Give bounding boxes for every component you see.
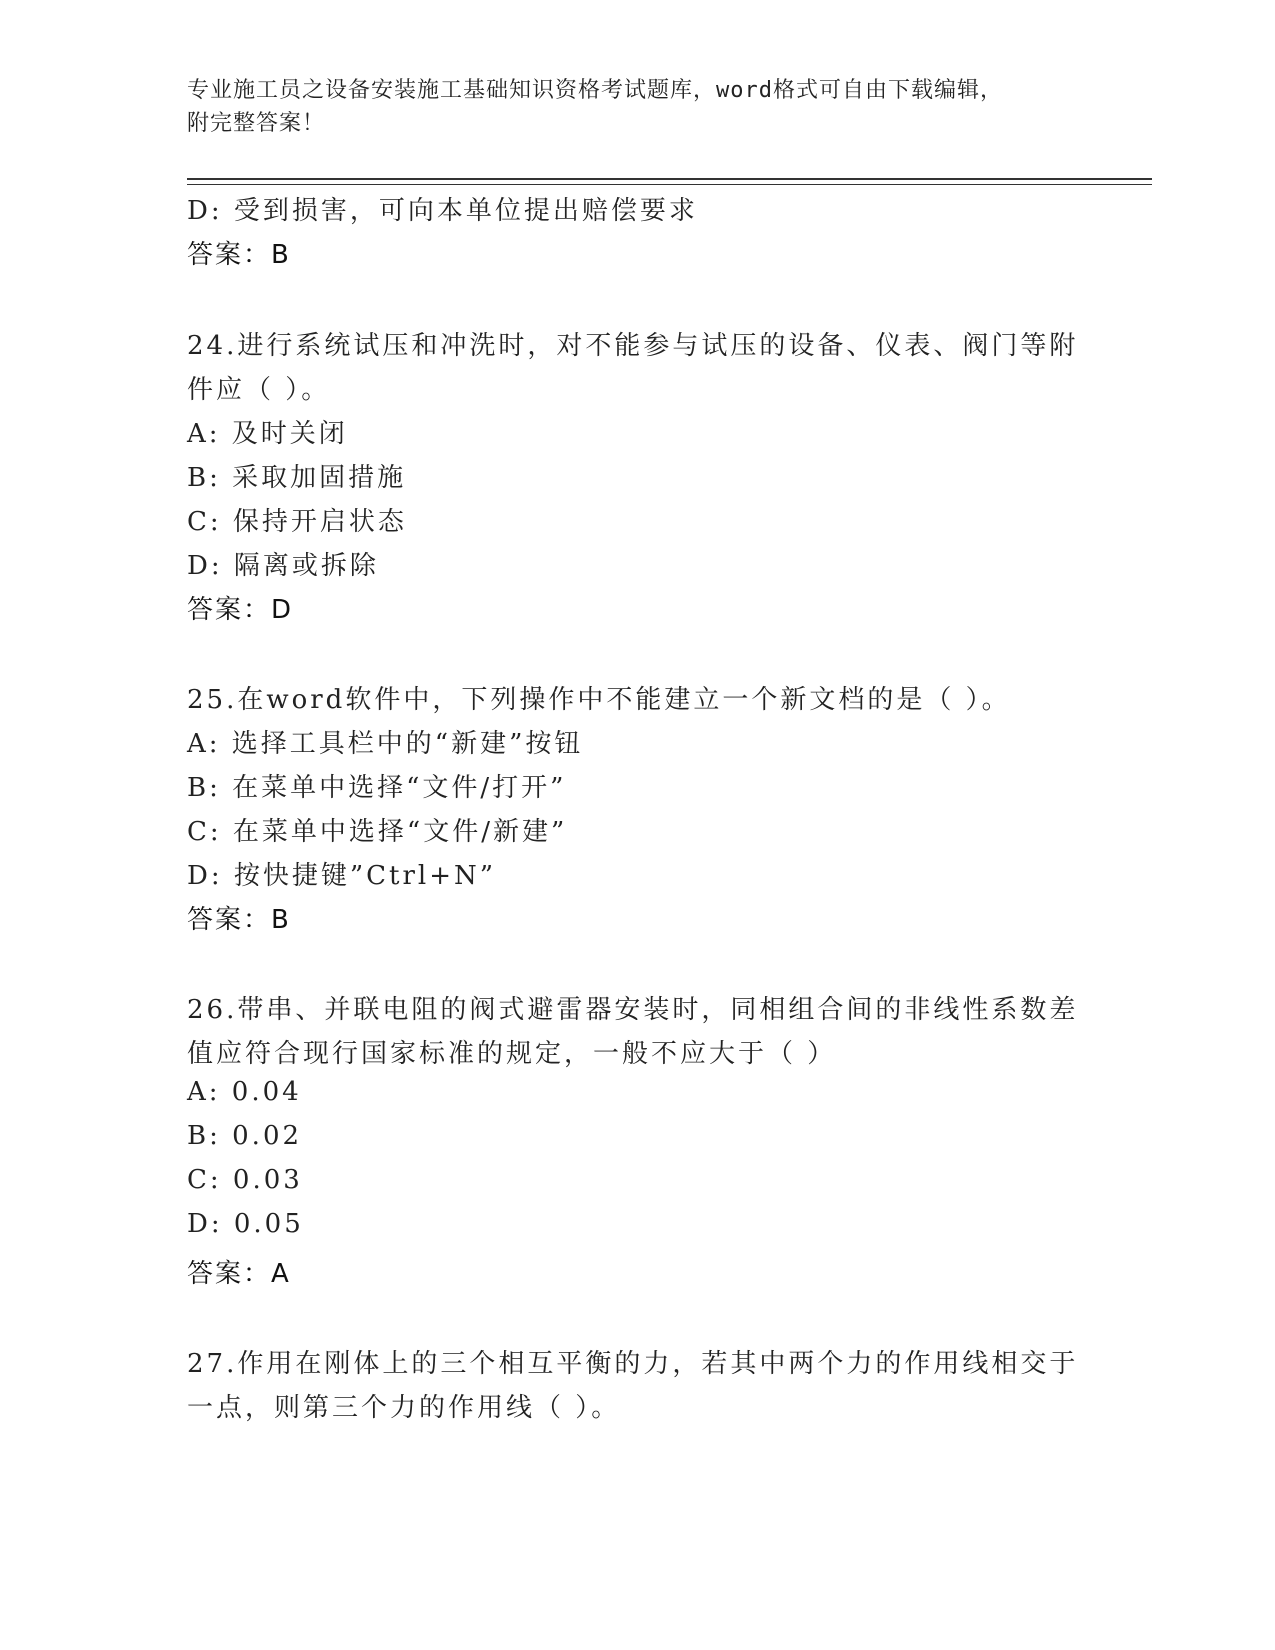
q26-option-d: D: 0.05 [187, 1209, 304, 1239]
header-rule-thin [187, 184, 1152, 185]
q25-option-c: C: 在菜单中选择“文件/新建” [187, 817, 568, 847]
q26-answer: 答案：A [187, 1259, 291, 1289]
q26-option-b: B: 0.02 [187, 1121, 303, 1151]
q26-option-c: C: 0.03 [187, 1165, 303, 1195]
header-rule-thick [187, 178, 1152, 180]
q27-stem-line-1: 27.作用在刚体上的三个相互平衡的力，若其中两个力的作用线相交于 [187, 1349, 1079, 1379]
q24-answer: 答案：D [187, 595, 294, 625]
q24-option-b: B: 采取加固措施 [187, 463, 407, 493]
header-line-2: 附完整答案！ [187, 111, 326, 136]
q24-option-a: A: 及时关闭 [187, 419, 348, 449]
q26-option-a: A: 0.04 [187, 1077, 302, 1107]
document-header [187, 74, 1067, 140]
q27-stem-line-2: 一点，则第三个力的作用线（ ）。 [187, 1393, 621, 1423]
q25-stem-line-1: 25.在word软件中，下列操作中不能建立一个新文档的是（ ）。 [187, 685, 1011, 715]
q24-stem-line-2: 件应（ ）。 [187, 375, 331, 405]
q24-stem-line-1: 24.进行系统试压和冲洗时，对不能参与试压的设备、仪表、阀门等附 [187, 331, 1079, 361]
q26-stem-line-1: 26.带串、并联电阻的阀式避雷器安装时，同相组合间的非线性系数差 [187, 995, 1079, 1025]
q26-stem-line-2: 值应符合现行国家标准的规定，一般不应大于（ ） [187, 1039, 837, 1069]
q24-option-c: C: 保持开启状态 [187, 507, 407, 537]
header-line-1: 专业施工员之设备安装施工基础知识资格考试题库，word格式可自由下载编辑， [187, 78, 1003, 103]
q25-answer: 答案：B [187, 905, 291, 935]
q25-option-b: B: 在菜单中选择“文件/打开” [187, 773, 567, 803]
q25-option-a: A: 选择工具栏中的“新建”按钮 [187, 729, 584, 759]
q23-answer: 答案：B [187, 240, 291, 270]
q23-option-d: D: 受到损害，可向本单位提出赔偿要求 [187, 196, 698, 226]
q25-option-d: D: 按快捷键”Ctrl+N” [187, 861, 497, 891]
q24-option-d: D: 隔离或拆除 [187, 551, 379, 581]
